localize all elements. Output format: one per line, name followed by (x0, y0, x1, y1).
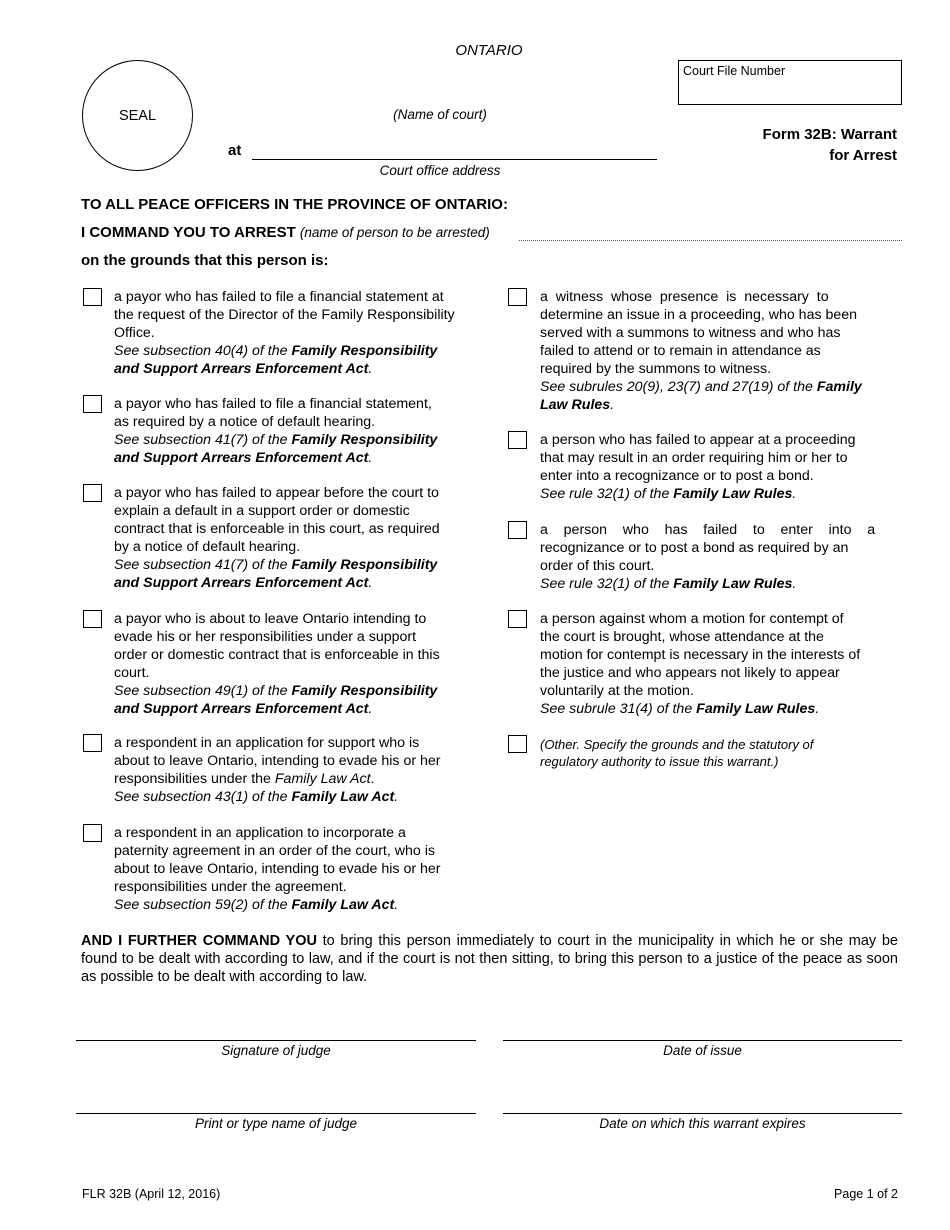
ref-act: Family (816, 379, 862, 395)
item-reference (540, 485, 898, 503)
ref-prefix: See subsection 43(1) of the (114, 789, 292, 805)
ground-item (114, 288, 473, 378)
line-text: . (370, 771, 375, 787)
ref-act: Family Responsibility (291, 432, 438, 448)
date-of-issue-label: Date of issue (663, 1043, 742, 1058)
form-title-line2: for Arrest (829, 147, 897, 164)
ref-act: and Support Arrears Enforcement Act (114, 450, 369, 466)
item-line: regulatory authority to issue this warrant.) (540, 754, 779, 769)
ref-prefix: See subsection 41(7) of the (114, 432, 292, 448)
ref-suffix: . (368, 575, 373, 591)
checkbox-respondent-support[interactable] (83, 734, 102, 752)
warrant-expiry-date-label: Date on which this warrant expires (599, 1116, 806, 1131)
ref-suffix: . (815, 701, 820, 717)
ref-act: Family Responsibility (291, 343, 438, 359)
further-command-lead: AND I FURTHER COMMAND YOU (81, 933, 317, 949)
item-line: a payor who has failed to file a financial statement at (114, 289, 444, 305)
checkbox-financial-statement-director[interactable] (83, 288, 102, 306)
ground-item (114, 734, 473, 806)
ground-item (114, 610, 473, 718)
ref-suffix: . (368, 701, 373, 717)
command-label: I COMMAND YOU TO ARREST (81, 224, 296, 241)
item-line: a respondent in an application for support who is (114, 735, 420, 751)
item-reference (540, 396, 898, 414)
item-reference (540, 378, 898, 396)
signature-of-judge-label: Signature of judge (221, 1043, 331, 1058)
item-line: order of this court. (540, 558, 655, 574)
name-of-judge-field[interactable] (76, 1113, 476, 1114)
item-reference (114, 431, 473, 449)
ground-item (114, 824, 473, 914)
act-name: Family Law Act (274, 771, 371, 787)
item-line: as required by a notice of default hearing. (114, 414, 376, 430)
checkbox-failed-to-appear-proceeding[interactable] (508, 431, 527, 449)
ref-prefix: See subrule 31(4) of the (540, 701, 697, 717)
item-line: about to leave Ontario, intending to evade his or her (114, 753, 441, 769)
ground-item (114, 484, 473, 592)
other-grounds-item (540, 736, 898, 770)
ref-act: Law Rules (540, 397, 611, 413)
ref-suffix: . (610, 397, 615, 413)
item-reference (114, 556, 473, 574)
ground-item (540, 288, 898, 414)
ref-suffix: . (368, 361, 373, 377)
item-line: a payor who has failed to appear before the court to (114, 485, 439, 501)
item-line: evade his or her responsibilities under a support (114, 629, 417, 645)
form-identifier: FLR 32B (April 12, 2016) (82, 1187, 221, 1201)
signature-of-judge-field[interactable] (76, 1040, 476, 1041)
ground-item (540, 610, 898, 718)
item-line: a payor who has failed to file a financial statement, (114, 396, 432, 412)
court-file-number-label: Court File Number (683, 64, 786, 78)
person-name-field[interactable] (519, 240, 902, 241)
item-reference (114, 574, 473, 592)
checkbox-failed-recognizance[interactable] (508, 521, 527, 539)
court-office-address-label: Court office address (379, 163, 501, 178)
ref-act: Family Law Rules (673, 486, 793, 502)
form-title (660, 124, 897, 166)
item-reference (114, 449, 473, 467)
name-of-judge-label: Print or type name of judge (194, 1116, 358, 1131)
command-line (81, 224, 490, 242)
ground-item (540, 431, 898, 503)
name-of-court-label: (Name of court) (393, 107, 487, 122)
checkbox-failed-to-appear-default[interactable] (83, 484, 102, 502)
item-line: order or domestic contract that is enforceable in this (114, 647, 440, 663)
name-prompt: (name of person to be arrested) (299, 225, 490, 240)
ref-suffix: . (792, 486, 797, 502)
ground-item (540, 521, 898, 593)
item-line: failed to attend or to remain in attendance as (540, 343, 821, 359)
item-reference (540, 575, 898, 593)
item-reference (114, 896, 473, 914)
ref-prefix: See subrules 20(9), 23(7) and 27(19) of the (540, 379, 817, 395)
item-line: paternity agreement in an order of the court, who is (114, 843, 435, 859)
item-line: by a notice of default hearing. (114, 539, 301, 555)
item-line: a witness whose presence is necessary to (540, 289, 829, 305)
item-line: the request of the Director of the Family Responsibility (114, 307, 455, 323)
item-line: a respondent in an application to incorporate a (114, 825, 406, 841)
ref-act: Family Responsibility (291, 683, 438, 699)
checkbox-financial-statement-default-hearing[interactable] (83, 395, 102, 413)
item-line: about to leave Ontario, intending to evade his or her (114, 861, 441, 877)
ref-suffix: . (394, 789, 399, 805)
further-command-paragraph (81, 932, 898, 986)
checkbox-other-grounds[interactable] (508, 735, 527, 753)
seal-label: SEAL (118, 107, 157, 124)
date-of-issue-field[interactable] (503, 1040, 902, 1041)
ref-act: Family Law Rules (673, 576, 793, 592)
court-office-address-field[interactable] (252, 159, 657, 160)
item-reference (114, 360, 473, 378)
item-line: voluntarily at the motion. (540, 683, 694, 699)
page-number: Page 1 of 2 (834, 1187, 898, 1201)
item-line: motion for contempt is necessary in the interests of (540, 647, 861, 663)
item-line: recognizance or to post a bond as required by an (540, 540, 849, 556)
to-all-officers-heading: TO ALL PEACE OFFICERS IN THE PROVINCE OF ONTARIO: (81, 196, 508, 213)
item-line: a person who has failed to appear at a proceeding (540, 432, 856, 448)
item-line: that may result in an order requiring him or her to (540, 450, 848, 466)
ref-act: Family Law Rules (696, 701, 816, 717)
ref-prefix: See rule 32(1) of the (540, 486, 674, 502)
further-command-text: to bring this person immediately to court in the municipality in which he or she may be found to be dealt with according to law, and if the court is not then sitting, to bring this person to a justice of the peace as soon as possible to be dealt with according to law. (81, 933, 898, 985)
checkbox-witness[interactable] (508, 288, 527, 306)
item-reference (114, 342, 473, 360)
item-line: (Other. Specify the grounds and the statutory of (540, 737, 814, 752)
item-line (114, 770, 473, 788)
item-line: the court is brought, whose attendance at the (540, 629, 824, 645)
item-line: the justice and who appears not likely to appear (540, 665, 840, 681)
item-line: contract that is enforceable in this court, as required (114, 521, 440, 537)
province-heading: ONTARIO (455, 42, 523, 59)
seal-circle (82, 60, 193, 171)
item-line: responsibilities under the agreement. (114, 879, 347, 895)
ref-act: Family Responsibility (291, 557, 438, 573)
ref-suffix: . (394, 897, 399, 913)
item-reference (114, 700, 473, 718)
ref-suffix: . (792, 576, 797, 592)
at-label: at (228, 142, 242, 159)
ref-prefix: See subsection 40(4) of the (114, 343, 292, 359)
item-reference (114, 788, 473, 806)
ref-prefix: See rule 32(1) of the (540, 576, 674, 592)
ground-item (114, 395, 473, 467)
ref-prefix: See subsection 49(1) of the (114, 683, 292, 699)
item-line: a person against whom a motion for contempt of (540, 611, 844, 627)
item-line: served with a summons to witness and who has (540, 325, 841, 341)
ref-act: and Support Arrears Enforcement Act (114, 701, 369, 717)
ref-prefix: See subsection 41(7) of the (114, 557, 292, 573)
item-line: a payor who is about to leave Ontario intending to (114, 611, 427, 627)
item-line: determine an issue in a proceeding, who has been (540, 307, 858, 323)
form-title-line1: Form 32B: Warrant (762, 126, 897, 143)
checkbox-contempt-motion[interactable] (508, 610, 527, 628)
item-line: explain a default in a support order or domestic (114, 503, 410, 519)
checkbox-respondent-paternity[interactable] (83, 824, 102, 842)
ref-prefix: See subsection 59(2) of the (114, 897, 292, 913)
item-line: required by the summons to witness. (540, 361, 772, 377)
ref-act: Family Law Act (291, 897, 395, 913)
line-text: responsibilities under the (114, 771, 275, 787)
ref-act: Family Law Act (291, 789, 395, 805)
ref-suffix: . (368, 450, 373, 466)
ref-act: and Support Arrears Enforcement Act (114, 361, 369, 377)
checkbox-leaving-ontario-payor[interactable] (83, 610, 102, 628)
item-line: court. (114, 665, 150, 681)
item-reference (114, 682, 473, 700)
ref-act: and Support Arrears Enforcement Act (114, 575, 369, 591)
grounds-heading: on the grounds that this person is: (81, 252, 329, 269)
item-line: a person who has failed to enter into a (540, 522, 876, 538)
item-reference (540, 700, 898, 718)
item-line: enter into a recognizance or to post a bond. (540, 468, 814, 484)
item-line: Office. (114, 325, 155, 341)
warrant-expiry-date-field[interactable] (503, 1113, 902, 1114)
